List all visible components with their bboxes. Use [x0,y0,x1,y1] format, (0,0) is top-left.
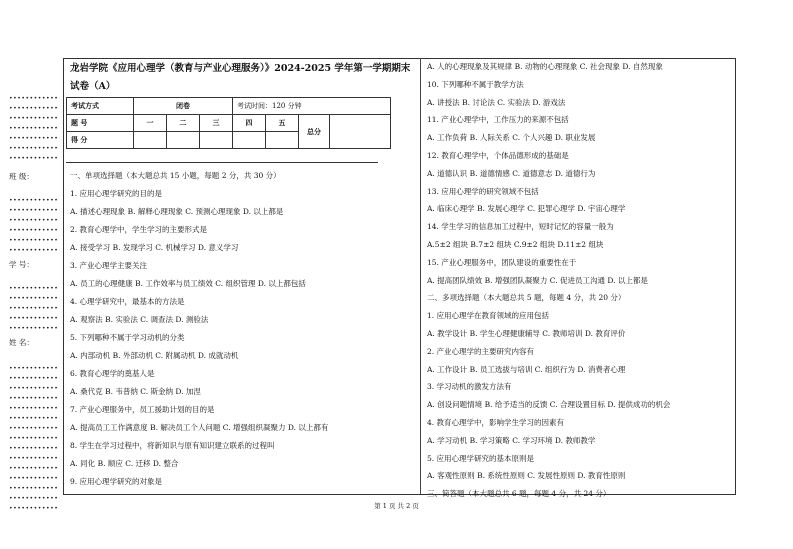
dots-row: •••••••••••• [9,217,59,224]
dots-row: •••••••••••• [9,135,59,142]
dots-row: •••••••••••• [9,435,59,442]
dots-row: •••••••••••• [9,385,59,392]
question: 3. 学习动机的激发方法有 [427,382,512,392]
dots-row: •••••••••••• [9,145,59,152]
question: 7. 产业心理服务中，员工援助计划的目的是 [70,405,215,414]
dots-row: •••••••••••• [9,395,59,402]
total-label: 总分 [299,115,330,149]
options: A. 接受学习 B. 发现学习 C. 机械学习 D. 意义学习 [70,243,239,252]
dots-row: •••••••••••• [9,125,59,132]
dots-row: •••••••••••• [9,445,59,452]
options: A. 员工的心理健康 B. 工作效率与员工绩效 C. 组织管理 D. 以上都包括 [70,279,306,288]
question: 2. 产业心理学的主要研究内容有 [427,346,535,356]
question: 6. 教育心理学的奠基人是 [70,369,155,378]
question: 10. 下列哪种不属于教学方法 [427,79,524,89]
question-number-label: 题 号 [67,115,134,132]
dots-row: •••••••••••• [9,505,59,512]
exam-title: 龙岩学院《应用心理学（教育与产业心理服务）》2024-2025 学年第一学期期末试卷（A） [70,63,411,92]
score-cell [233,132,266,149]
q-col-1: 一 [134,115,167,132]
question: 13. 应用心理学的研究领域不包括 [427,186,539,196]
dots-row: •••••••••••• [9,495,59,502]
left-column [70,170,415,494]
column-divider [420,58,421,495]
options: A. 学习动机 B. 学习策略 C. 学习环境 D. 教师教学 [427,435,596,445]
dots-row: •••••••••••• [9,207,59,214]
options: A. 客观性原则 B. 系统性原则 C. 发展性原则 D. 教育性原则 [427,471,626,481]
name-label: 姓 名： [9,338,34,347]
options: A. 同化 B. 顺应 C. 迁移 D. 整合 [70,459,179,468]
options: A. 描述心理现象 B. 解释心理现象 C. 预测心理现象 D. 以上都是 [70,207,284,216]
dots-row: •••••••••••• [9,197,59,204]
options: A. 提高团队绩效 B. 增强团队凝聚力 C. 促进员工沟通 D. 以上都是 [427,275,648,285]
options: A. 人的心理现象及其规律 B. 动物的心理现象 C. 社会现象 D. 自然现象 [427,62,663,71]
q-col-3: 三 [200,115,233,132]
binding-dots-1 [9,94,58,164]
dots-row: •••••••••••• [9,475,59,482]
question: 5. 下列哪种不属于学习动机的分类 [70,333,185,342]
exam-mode-value: 闭卷 [134,98,233,115]
dots-row: •••••••••••• [9,285,59,292]
dots-row: •••••••••••• [9,325,59,332]
dots-row: •••••••••••• [9,375,59,382]
question: 4. 心理学研究中，最基本的方法是 [70,297,185,306]
options: A. 桑代克 B. 韦普纳 C. 斯金纳 D. 加涅 [70,387,201,396]
question: 11. 产业心理学中，工作压力的来源不包括 [427,115,569,125]
binding-dots-3 [9,284,58,334]
dots-row: •••••••••••• [9,105,59,112]
dots-row: •••••••••••• [9,485,59,492]
total-score-cell [330,115,391,149]
options: A. 临床心理学 B. 发展心理学 C. 犯罪心理学 D. 宇宙心理学 [427,204,626,214]
question: 2. 教育心理学中，学生学习的主要形式是 [70,225,208,234]
question: 3. 产业心理学主要关注 [70,261,148,270]
binding-dots-4 [9,364,58,514]
dots-row: •••••••••••• [9,237,59,244]
question: 12. 教育心理学中，个体品德形成的基础是 [427,150,569,160]
dots-row: •••••••••••• [9,405,59,412]
binding-dots-2 [9,196,58,256]
options: A. 创设问题情境 B. 给予适当的反馈 C. 合理设置目标 D. 提供成功的机会 [427,400,671,410]
dots-row: •••••••••••• [9,305,59,312]
q-col-2: 二 [167,115,200,132]
section-heading: 三、简答题（本大题总共 6 题，每题 4 分，共 24 分） [427,489,611,499]
score-cell [200,132,233,149]
question: 8. 学生在学习过程中，将新知识与原有知识建立联系的过程叫 [70,441,275,450]
dots-row: •••••••••••• [9,425,59,432]
q-col-4: 四 [233,115,266,132]
dots-row: •••••••••••• [9,455,59,462]
score-cell [134,132,167,149]
q-col-5: 五 [266,115,299,132]
dots-row: •••••••••••• [9,227,59,234]
dots-row: •••••••••••• [9,95,59,102]
options: A. 观察法 B. 实验法 C. 调查法 D. 测验法 [70,315,209,324]
page-footer: 第 1 页 共 2 页 [374,502,419,510]
options: A. 工作负荷 B. 人际关系 C. 个人兴趣 D. 职业发展 [427,133,596,143]
question: 15. 产业心理服务中，团队建设的重要性在于 [427,257,577,267]
dots-row: •••••••••••• [9,155,59,162]
dots-row: •••••••••••• [9,115,59,122]
question: 4. 教育心理学中，影响学生学习的因素有 [427,417,565,427]
dots-row: •••••••••••• [9,415,59,422]
question: 1. 应用心理学研究的目的是 [70,189,163,198]
dots-row: •••••••••••• [9,365,59,372]
score-cell [266,132,299,149]
exam-time: 考试时间：120 分钟 [233,98,391,115]
options: A. 内部动机 B. 外部动机 C. 附属动机 D. 成就动机 [70,351,239,360]
dots-row: •••••••••••• [9,247,59,254]
options: A. 讲授法 B. 讨论法 C. 实验法 D. 游戏法 [427,97,566,107]
section-heading: 二、多项选择题（本大题总共 5 题，每题 4 分，共 20 分） [427,293,626,303]
section-separator [66,162,378,163]
question: 9. 应用心理学研究的对象是 [70,477,163,486]
options: A.5±2 组块 B.7±2 组块 C.9±2 组块 D.11±2 组块 [427,239,604,249]
options: A. 教学设计 B. 学生心理健康辅导 C. 教师培训 D. 教育评价 [427,328,626,338]
class-label: 班 级： [9,172,34,181]
student-id-label: 学 号： [9,260,34,269]
dots-row: •••••••••••• [9,295,59,302]
question: 1. 应用心理学在教育领域的应用包括 [427,311,550,321]
score-cell [167,132,200,149]
options: A. 工作设计 B. 员工选拔与培训 C. 组织行为 D. 消费者心理 [427,364,626,374]
dots-row: •••••••••••• [9,315,59,322]
options: A. 道德认识 B. 道德情感 C. 道德意志 D. 道德行为 [427,168,596,178]
exam-mode-label: 考试方式 [67,98,134,115]
score-table [66,97,391,149]
score-label: 得 分 [67,132,134,149]
question: 5. 应用心理学研究的基本原则是 [427,453,535,463]
question: 14. 学生学习的信息加工过程中，短时记忆的容量一般为 [427,222,614,232]
right-column [427,61,732,506]
options: A. 提高员工工作满意度 B. 解决员工个人问题 C. 增强组织凝聚力 D. 以上都有 [70,423,329,432]
section-heading: 一、单项选择题（本大题总共 15 小题，每题 2 分，共 30 分） [70,171,281,180]
dots-row: •••••••••••• [9,465,59,472]
